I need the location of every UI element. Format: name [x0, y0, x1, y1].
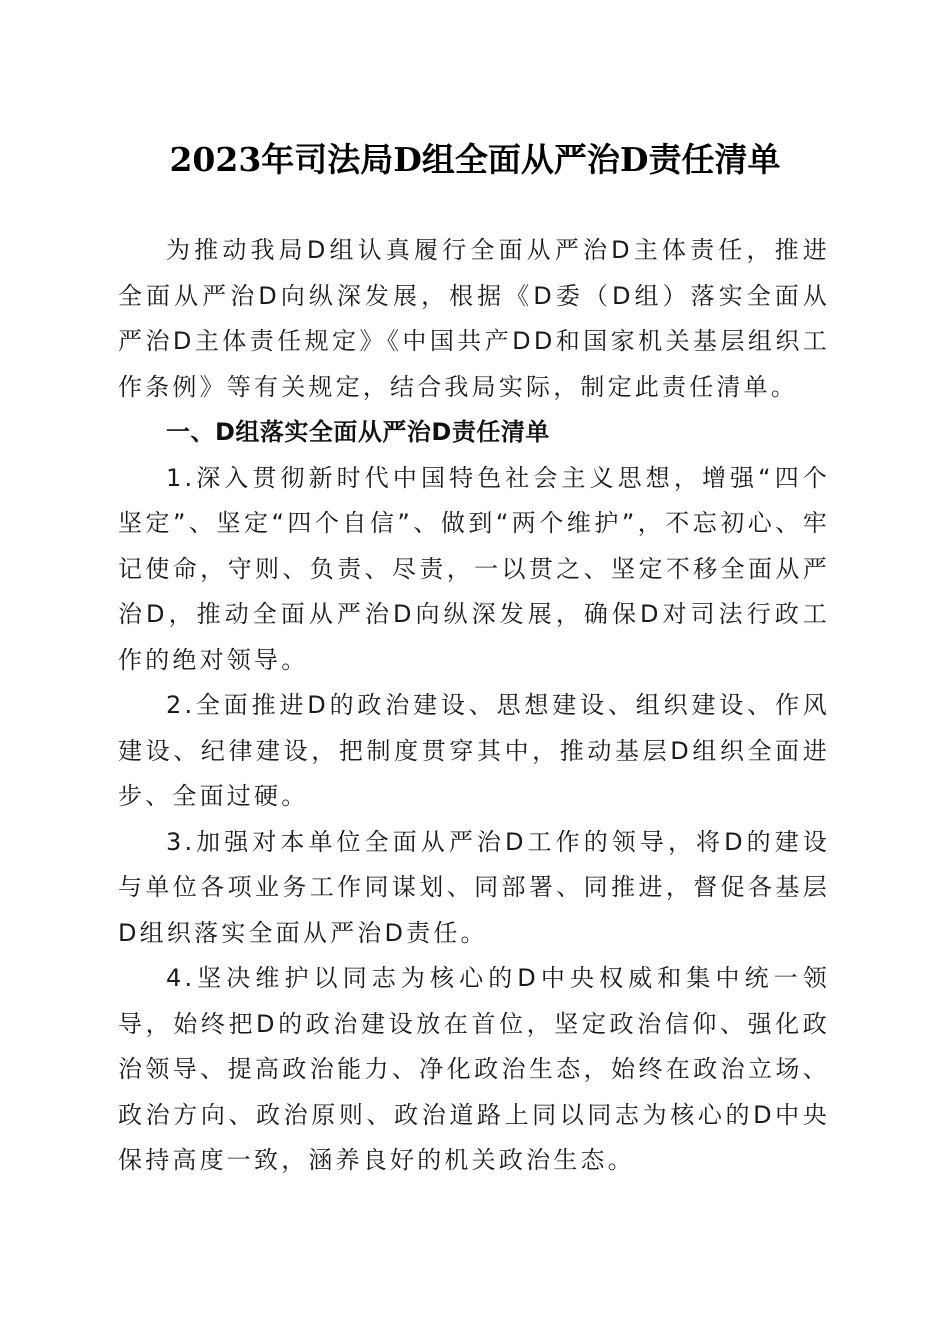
list-item-2: 2.全面推进D的政治建设、思想建设、组织建设、作风建设、纪律建设，把制度贯穿其中，推动基层D组织全面进步、全面过硬。: [118, 691, 830, 810]
document-title: 2023年司法局D组全面从严治D责任清单: [169, 140, 781, 179]
section-heading: 一、D组落实全面从严治D责任清单: [166, 418, 550, 446]
list-item-4: 4.坚决维护以同志为核心的D中央权威和集中统一领导，始终把D的政治建设放在首位，坚定政治信仰、强化政治领导、提高政治能力、净化政治生态，始终在政治立场、政治方向、政治原则、政治道路上同以同志为核心的D中央保持高度一致，涵养良好的机关政治生态。: [118, 964, 830, 1174]
document-body: [118, 228, 830, 1184]
intro-paragraph: 为推动我局D组认真履行全面从严治D主体责任，推进全面从严治D向纵深发展，根据《D委（D组）落实全面从严治D主体责任规定》《中国共产DD和国家机关基层组织工作条例》等有关规定，结合我局实际，制定此责任清单。: [118, 236, 830, 401]
list-item-1: 1.深入贯彻新时代中国特色社会主义思想，增强“四个坚定”、坚定“四个自信”、做到“两个维护”，不忘初心、牢记使命，守则、负责、尽责，一以贯之、坚定不移全面从严治D，推动全面从严治D向纵深发展，确保D对司法行政工作的绝对领导。: [118, 463, 830, 674]
list-item-3: 3.加强对本单位全面从严治D工作的领导，将D的建设与单位各项业务工作同谋划、同部署、同推进，督促各基层D组织落实全面从严治D责任。: [118, 827, 830, 947]
